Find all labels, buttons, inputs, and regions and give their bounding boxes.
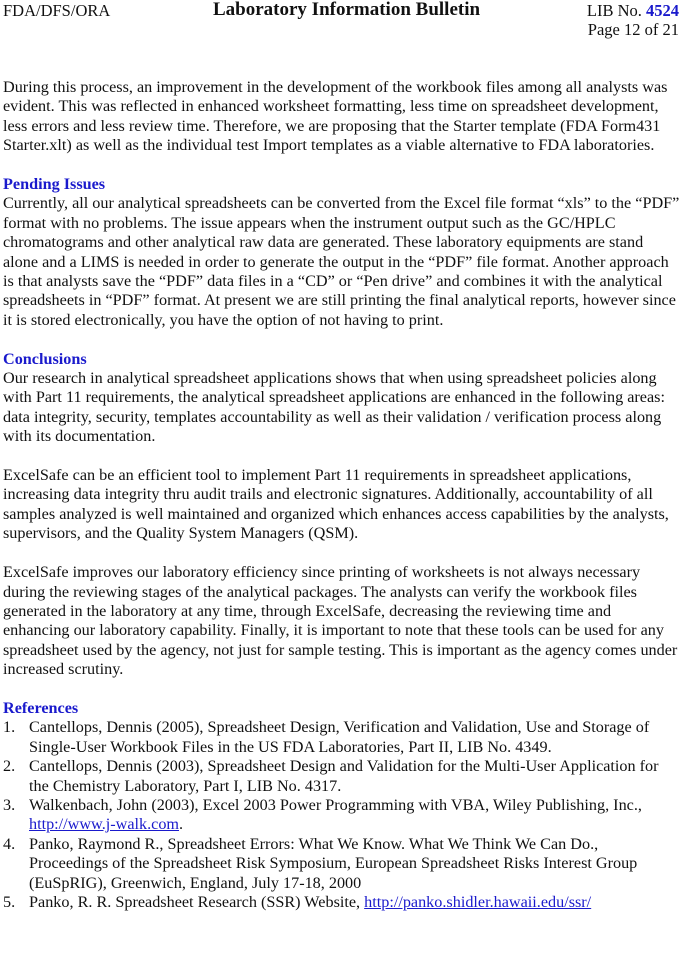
references-list (3, 718, 681, 912)
reference-text: Cantellops, Dennis (2003), Spreadsheet Design and Validation for the Multi-User Application for the Chemistry Laboratory, Part I, LIB No. 4317. (29, 757, 659, 795)
section-conclusions (3, 350, 681, 680)
reference-item (3, 893, 681, 912)
conclusions-paragraph-1: Our research in analytical spreadsheet applications shows that when using spreadsheet policies along with Part 11 requirements, the analytical spreadsheet applications are enhanced in the following areas: data integrity, security, templates accountability as well as their validation / verification process along with its documentation. (3, 369, 665, 446)
reference-number: 4. (3, 834, 16, 853)
reference-text: Walkenbach, John (2003), Excel 2003 Power Programming with VBA, Wiley Publishing, Inc., (29, 795, 642, 814)
reference-trailing-punct: . (179, 815, 184, 834)
header-lib-info (587, 1, 679, 39)
section-heading-conclusions: Conclusions (3, 349, 87, 368)
reference-item (3, 796, 681, 835)
section-heading-pending-issues: Pending Issues (3, 175, 106, 194)
section-pending-issues (3, 175, 681, 330)
intro-paragraph: During this process, an improvement in the development of the workbook files among all analysts was evident. This was reflected in enhanced worksheet formatting, less time on spreadsheet development, less errors and less review time. Therefore, we are proposing that the Starter template (FDA Form431 Starter.xlt) as well as the individual test Import templates as a viable alternative to FDA laboratories. (3, 78, 668, 155)
page-number: Page 12 of 21 (587, 20, 679, 39)
page-header (3, 1, 679, 41)
reference-item (3, 835, 681, 893)
reference-item (3, 718, 681, 757)
lib-number: 4524 (646, 1, 679, 20)
reference-number: 1. (3, 718, 16, 737)
document-body (3, 78, 681, 912)
header-lib-line (587, 1, 679, 20)
reference-number: 5. (3, 892, 16, 911)
reference-text: Panko, R. R. Spreadsheet Research (SSR) Website, (29, 892, 365, 911)
conclusions-paragraph-2: ExcelSafe can be an efficient tool to implement Part 11 requirements in spreadsheet applications, increasing data integrity thru audit trails and electronic signatures. Additionally, accountability of all samples analyzed is well maintained and organized which enhances access capabilities by the analysts, supervisors, and the Quality System Managers (QSM). (3, 466, 669, 543)
reference-item (3, 757, 681, 796)
reference-link-jwalk[interactable]: http://www.j-walk.com (29, 815, 180, 834)
reference-number: 2. (3, 757, 16, 776)
header-title: Laboratory Information Bulletin (213, 0, 481, 20)
lib-prefix: LIB No. (586, 1, 646, 20)
reference-text: Cantellops, Dennis (2005), Spreadsheet Design, Verification and Validation, Use and Storage of Single-User Workbook Files in the US FDA Laboratories, Part II, LIB No. 4349. (29, 718, 650, 756)
pending-issues-paragraph: Currently, all our analytical spreadsheets can be converted from the Excel file format “xls” to the “PDF” format with no problems. The issue appears when the instrument output such as the GC/HPLC chromatograms and other analytical raw data are generated. These laboratory equipments are stand alone and a LIMS is needed in order to generate the output in the “PDF” file format. Another approach is that analysts save the “PDF” data files in a “CD” or “Pen drive” and combines it with the analytical spreadsheets in “PDF” format. At present we are still printing the final analytical reports, however since it is stored electronically, you have the option of not having to print. (3, 194, 680, 329)
section-references (3, 699, 681, 912)
reference-number: 3. (3, 795, 16, 814)
section-heading-references: References (3, 698, 79, 717)
reference-link-panko-ssr[interactable]: http://panko.shidler.hawaii.edu/ssr/ (364, 892, 592, 911)
reference-text: Panko, Raymond R., Spreadsheet Errors: What We Know. What We Think We Can Do., Proceedings of the Spreadsheet Risk Symposium, European Spreadsheet Risks Interest Group (EuSpRIG), Greenwich, England, July 17-18, 2000 (29, 834, 638, 892)
header-org: FDA/DFS/ORA (3, 1, 111, 20)
conclusions-paragraph-3: ExcelSafe improves our laboratory efficiency since printing of worksheets is not always necessary during the reviewing stages of the analytical packages. The analysts can verify the workbook files generated in the laboratory at any time, through ExcelSafe, decreasing the reviewing time and enhancing our laboratory capability. Finally, it is important to note that these tools can be used for any spreadsheet used by the agency, not just for sample testing. This is important as the agency comes under increased scrutiny. (3, 563, 678, 679)
